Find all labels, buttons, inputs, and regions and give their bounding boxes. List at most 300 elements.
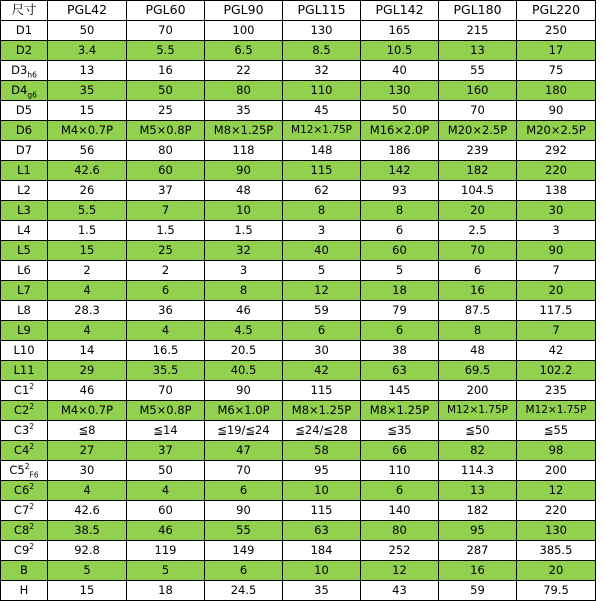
row-label-base: C2 <box>13 402 30 417</box>
table-cell: 35 <box>283 581 361 601</box>
table-cell: M8×1.25P <box>205 121 283 141</box>
row-label <box>1 581 48 601</box>
row-label <box>1 201 48 221</box>
table-cell: 58 <box>283 441 361 461</box>
table-cell: 20 <box>517 561 596 581</box>
row-label-superscript: 2 <box>29 481 35 491</box>
row-label-base: C8 <box>13 522 30 537</box>
row-label <box>1 101 48 121</box>
table-cell: 90 <box>517 101 596 121</box>
table-cell: 6 <box>361 221 439 241</box>
table-cell: 14 <box>48 341 127 361</box>
table-cell: 15 <box>48 241 127 261</box>
table-cell: 182 <box>439 161 517 181</box>
table-row <box>1 61 596 81</box>
table-cell: 110 <box>361 461 439 481</box>
table-row <box>1 201 596 221</box>
table-cell: 66 <box>361 441 439 461</box>
row-label-tolerance: F6 <box>29 470 39 480</box>
table-cell: 13 <box>439 41 517 61</box>
table-cell: 56 <box>48 141 127 161</box>
table-cell: 3.4 <box>48 41 127 61</box>
table-cell: 2 <box>127 261 205 281</box>
table-cell: ≦19/≦24 <box>205 421 283 441</box>
table-cell: 16 <box>127 61 205 81</box>
table-cell: 18 <box>361 281 439 301</box>
row-label-subscript: h6 <box>27 70 37 80</box>
table-cell: 3 <box>205 261 283 281</box>
row-label-base: L5 <box>17 242 31 257</box>
table-cell: M8×1.25P <box>361 401 439 421</box>
header-pgl220: PGL220 <box>517 1 596 21</box>
table-cell: 16.5 <box>127 341 205 361</box>
table-cell: 6.5 <box>205 41 283 61</box>
table-cell: 25 <box>127 241 205 261</box>
table-cell: 79 <box>361 301 439 321</box>
table-cell: M12×1.75P <box>283 121 361 141</box>
table-cell: 215 <box>439 21 517 41</box>
table-cell: 20 <box>517 281 596 301</box>
row-label <box>1 361 48 381</box>
row-label <box>1 21 48 41</box>
row-label-superscript: 2 <box>29 541 35 551</box>
table-cell: 10.5 <box>361 41 439 61</box>
table-cell: 82 <box>439 441 517 461</box>
table-row <box>1 181 596 201</box>
table-cell: 46 <box>127 521 205 541</box>
table-cell: 30 <box>48 461 127 481</box>
table-cell: 5.5 <box>127 41 205 61</box>
table-row <box>1 41 596 61</box>
table-cell: M4×0.7P <box>48 401 127 421</box>
table-cell: 28.3 <box>48 301 127 321</box>
table-cell: 250 <box>517 21 596 41</box>
header-pgl180: PGL180 <box>439 1 517 21</box>
row-label <box>1 321 48 341</box>
table-cell: 10 <box>205 201 283 221</box>
table-cell: ≦8 <box>48 421 127 441</box>
table-cell: 12 <box>517 481 596 501</box>
table-cell: 180 <box>517 81 596 101</box>
row-label <box>1 161 48 181</box>
row-label <box>1 521 48 541</box>
row-label <box>1 381 48 401</box>
table-row <box>1 501 596 521</box>
table-cell: 1.5 <box>48 221 127 241</box>
table-cell: 38.5 <box>48 521 127 541</box>
table-cell: 42.6 <box>48 501 127 521</box>
table-cell: 184 <box>283 541 361 561</box>
table-cell: 90 <box>517 241 596 261</box>
table-cell: 6 <box>205 561 283 581</box>
table-cell: 12 <box>283 281 361 301</box>
table-cell: 50 <box>48 21 127 41</box>
table-cell: M4×0.7P <box>48 121 127 141</box>
table-cell: 40.5 <box>205 361 283 381</box>
table-cell: 70 <box>439 101 517 121</box>
table-cell: 138 <box>517 181 596 201</box>
table-cell: 36 <box>127 301 205 321</box>
table-cell: 252 <box>361 541 439 561</box>
table-cell: 93 <box>361 181 439 201</box>
row-label-superscript: 2 <box>24 461 30 471</box>
table-cell: 385.5 <box>517 541 596 561</box>
table-cell: 114.3 <box>439 461 517 481</box>
row-label <box>1 261 48 281</box>
table-cell: 104.5 <box>439 181 517 201</box>
table-cell: 87.5 <box>439 301 517 321</box>
table-cell: ≦55 <box>517 421 596 441</box>
header-pgl42: PGL42 <box>48 1 127 21</box>
row-label <box>1 561 48 581</box>
row-label-base: D4 <box>11 82 28 97</box>
table-row <box>1 301 596 321</box>
table-cell: 118 <box>205 141 283 161</box>
table-cell: 79.5 <box>517 581 596 601</box>
table-row <box>1 361 596 381</box>
table-cell: 22 <box>205 61 283 81</box>
table-cell: 145 <box>361 381 439 401</box>
table-cell: 4 <box>48 481 127 501</box>
table-cell: 13 <box>439 481 517 501</box>
table-cell: 37 <box>127 441 205 461</box>
table-cell: 48 <box>439 341 517 361</box>
row-label <box>1 461 48 481</box>
table-cell: ≦50 <box>439 421 517 441</box>
table-cell: 4.5 <box>205 321 283 341</box>
table-cell: 15 <box>48 581 127 601</box>
row-label-base: B <box>20 562 28 577</box>
table-cell: 165 <box>361 21 439 41</box>
row-label <box>1 421 48 441</box>
table-row <box>1 341 596 361</box>
row-label <box>1 241 48 261</box>
table-cell: 40 <box>361 61 439 81</box>
table-cell: 45 <box>283 101 361 121</box>
table-cell: 4 <box>127 481 205 501</box>
row-label <box>1 441 48 461</box>
row-label-base: D2 <box>15 42 33 57</box>
table-cell: M6×1.0P <box>205 401 283 421</box>
table-cell: 55 <box>205 521 283 541</box>
table-cell: 6 <box>439 261 517 281</box>
table-cell: ≦14 <box>127 421 205 441</box>
table-cell: 10 <box>283 481 361 501</box>
table-row <box>1 121 596 141</box>
table-cell: 70 <box>439 241 517 261</box>
table-cell: 8 <box>205 281 283 301</box>
table-cell: 59 <box>283 301 361 321</box>
table-cell: 7 <box>127 201 205 221</box>
table-cell: ≦24/≦28 <box>283 421 361 441</box>
table-cell: 6 <box>283 321 361 341</box>
table-cell: 4 <box>48 281 127 301</box>
table-cell: 7 <box>517 261 596 281</box>
table-cell: 50 <box>127 81 205 101</box>
table-cell: 3 <box>283 221 361 241</box>
table-cell: 50 <box>127 461 205 481</box>
table-cell: 42 <box>283 361 361 381</box>
table-cell: 287 <box>439 541 517 561</box>
row-label-base: L8 <box>17 302 31 317</box>
table-cell: 149 <box>205 541 283 561</box>
table-cell: 6 <box>361 321 439 341</box>
table-cell: 200 <box>439 381 517 401</box>
table-row <box>1 161 596 181</box>
table-cell: 48 <box>205 181 283 201</box>
table-cell: 69.5 <box>439 361 517 381</box>
table-row <box>1 321 596 341</box>
table-cell: 6 <box>205 481 283 501</box>
table-cell: 98 <box>517 441 596 461</box>
header-pgl90: PGL90 <box>205 1 283 21</box>
table-row <box>1 421 596 441</box>
table-cell: 75 <box>517 61 596 81</box>
header-pgl60: PGL60 <box>127 1 205 21</box>
table-cell: 46 <box>48 381 127 401</box>
table-cell: 90 <box>205 161 283 181</box>
row-label <box>1 41 48 61</box>
table-cell: 55 <box>439 61 517 81</box>
table-cell: 80 <box>205 81 283 101</box>
table-cell: 239 <box>439 141 517 161</box>
table-cell: 42 <box>517 341 596 361</box>
table-cell: 140 <box>361 501 439 521</box>
table-cell: 95 <box>283 461 361 481</box>
table-cell: 7 <box>517 321 596 341</box>
table-cell: 5 <box>127 561 205 581</box>
table-cell: 70 <box>127 21 205 41</box>
row-label-base: L1 <box>17 162 31 177</box>
row-label-superscript: 2 <box>29 501 35 511</box>
table-cell: 70 <box>205 461 283 481</box>
table-cell: 102.2 <box>517 361 596 381</box>
table-cell: 186 <box>361 141 439 161</box>
table-cell: 6 <box>127 281 205 301</box>
table-cell: 8.5 <box>283 41 361 61</box>
row-label <box>1 301 48 321</box>
table-cell: 20 <box>439 201 517 221</box>
table-cell: 160 <box>439 81 517 101</box>
table-cell: 60 <box>361 241 439 261</box>
table-cell: 292 <box>517 141 596 161</box>
table-row <box>1 101 596 121</box>
row-label-base: L6 <box>17 262 31 277</box>
table-cell: 80 <box>127 141 205 161</box>
table-row <box>1 261 596 281</box>
table-cell: 10 <box>283 561 361 581</box>
table-cell: 35 <box>205 101 283 121</box>
header-pgl142: PGL142 <box>361 1 439 21</box>
table-cell: 92.8 <box>48 541 127 561</box>
table-cell: 63 <box>361 361 439 381</box>
table-cell: 220 <box>517 161 596 181</box>
row-label-base: D1 <box>15 22 33 37</box>
table-cell: 43 <box>361 581 439 601</box>
table-cell: 5 <box>48 561 127 581</box>
table-cell: 142 <box>361 161 439 181</box>
table-cell: 60 <box>127 161 205 181</box>
table-cell: 16 <box>439 281 517 301</box>
table-row <box>1 441 596 461</box>
table-cell: M12×1.75P <box>439 401 517 421</box>
table-cell: 62 <box>283 181 361 201</box>
table-cell: 25 <box>127 101 205 121</box>
table-cell: 148 <box>283 141 361 161</box>
table-cell: 115 <box>283 161 361 181</box>
row-label <box>1 401 48 421</box>
row-label-base: C1 <box>13 382 30 397</box>
table-row <box>1 241 596 261</box>
row-label-base: C7 <box>13 502 30 517</box>
table-body <box>1 21 596 601</box>
table-cell: 17 <box>517 41 596 61</box>
table-cell: 117.5 <box>517 301 596 321</box>
table-cell: M16×2.0P <box>361 121 439 141</box>
table-row <box>1 221 596 241</box>
table-row <box>1 21 596 41</box>
table-cell: 8 <box>439 321 517 341</box>
row-label-superscript: 2 <box>29 401 35 411</box>
table-row <box>1 81 596 101</box>
table-cell: 12 <box>361 561 439 581</box>
row-label-superscript: 2 <box>29 421 35 431</box>
row-label-base: L2 <box>17 182 31 197</box>
row-label <box>1 121 48 141</box>
table-cell: 13 <box>48 61 127 81</box>
table-cell: 30 <box>517 201 596 221</box>
row-label-base: L10 <box>13 342 35 357</box>
row-label-base: C3 <box>13 422 30 437</box>
table-cell: 32 <box>205 241 283 261</box>
table-cell: 70 <box>127 381 205 401</box>
row-label-base: D7 <box>15 142 33 157</box>
row-label-superscript: 2 <box>29 441 35 451</box>
table-cell: 8 <box>361 201 439 221</box>
table-row <box>1 581 596 601</box>
row-label-base: C4 <box>13 442 30 457</box>
row-label <box>1 541 48 561</box>
table-cell: M5×0.8P <box>127 121 205 141</box>
table-cell: M8×1.25P <box>283 401 361 421</box>
table-cell: 50 <box>361 101 439 121</box>
table-cell: 47 <box>205 441 283 461</box>
row-label-base: L9 <box>17 322 31 337</box>
row-label-base: C9 <box>13 542 30 557</box>
table-cell: M5×0.8P <box>127 401 205 421</box>
table-cell: 119 <box>127 541 205 561</box>
table-cell: 40 <box>283 241 361 261</box>
table-cell: 115 <box>283 381 361 401</box>
row-label-base: D3 <box>11 62 28 77</box>
header-dimension: 尺寸 <box>1 1 48 21</box>
table-row <box>1 481 596 501</box>
row-label-superscript: 2 <box>29 381 35 391</box>
table-cell: 59 <box>439 581 517 601</box>
table-cell: 100 <box>205 21 283 41</box>
row-label <box>1 61 48 81</box>
table-cell: 46 <box>205 301 283 321</box>
table-cell: 16 <box>439 561 517 581</box>
table-cell: 220 <box>517 501 596 521</box>
table-cell: 6 <box>361 481 439 501</box>
table-row <box>1 401 596 421</box>
table-cell: 182 <box>439 501 517 521</box>
table-cell: 2 <box>48 261 127 281</box>
row-label-base: L4 <box>17 222 31 237</box>
table-cell: 15 <box>48 101 127 121</box>
table-cell: 115 <box>283 501 361 521</box>
table-cell: 24.5 <box>205 581 283 601</box>
row-label <box>1 181 48 201</box>
table-cell: M20×2.5P <box>517 121 596 141</box>
row-label <box>1 221 48 241</box>
table-cell: 130 <box>283 21 361 41</box>
table-header-row <box>1 1 596 21</box>
table-row <box>1 141 596 161</box>
table-cell: 30 <box>283 341 361 361</box>
table-cell: 2.5 <box>439 221 517 241</box>
table-cell: 235 <box>517 381 596 401</box>
table-cell: 95 <box>439 521 517 541</box>
row-label-base: L11 <box>13 362 35 377</box>
table-row <box>1 541 596 561</box>
row-label-base: C5 <box>9 462 25 477</box>
table-row <box>1 521 596 541</box>
table-row <box>1 281 596 301</box>
table-cell: 1.5 <box>127 221 205 241</box>
table-cell: 4 <box>48 321 127 341</box>
table-cell: 90 <box>205 381 283 401</box>
row-label <box>1 81 48 101</box>
row-label <box>1 341 48 361</box>
row-label-base: D6 <box>15 122 33 137</box>
row-label <box>1 501 48 521</box>
header-pgl115: PGL115 <box>283 1 361 21</box>
table-cell: 5 <box>283 261 361 281</box>
table-cell: 63 <box>283 521 361 541</box>
table-cell: 3 <box>517 221 596 241</box>
table-cell: 38 <box>361 341 439 361</box>
row-label <box>1 141 48 161</box>
row-label-base: L7 <box>17 282 31 297</box>
row-label-base: D5 <box>15 102 33 117</box>
table-cell: 42.6 <box>48 161 127 181</box>
table-cell: 37 <box>127 181 205 201</box>
row-label-subscript: g6 <box>27 90 37 100</box>
table-cell: 80 <box>361 521 439 541</box>
table-cell: 26 <box>48 181 127 201</box>
table-cell: 8 <box>283 201 361 221</box>
table-cell: 29 <box>48 361 127 381</box>
row-label-base: L3 <box>17 202 31 217</box>
table-cell: 35.5 <box>127 361 205 381</box>
row-label <box>1 481 48 501</box>
row-label-base: H <box>19 582 29 597</box>
table-row <box>1 561 596 581</box>
table-row <box>1 381 596 401</box>
row-label-base: C6 <box>13 482 30 497</box>
table-cell: ≦35 <box>361 421 439 441</box>
table-row <box>1 461 596 481</box>
table-cell: 90 <box>205 501 283 521</box>
table-cell: 60 <box>127 501 205 521</box>
table-cell: 5 <box>361 261 439 281</box>
row-label <box>1 281 48 301</box>
table-cell: 27 <box>48 441 127 461</box>
table-cell: M12×1.75P <box>517 401 596 421</box>
table-cell: M20×2.5P <box>439 121 517 141</box>
